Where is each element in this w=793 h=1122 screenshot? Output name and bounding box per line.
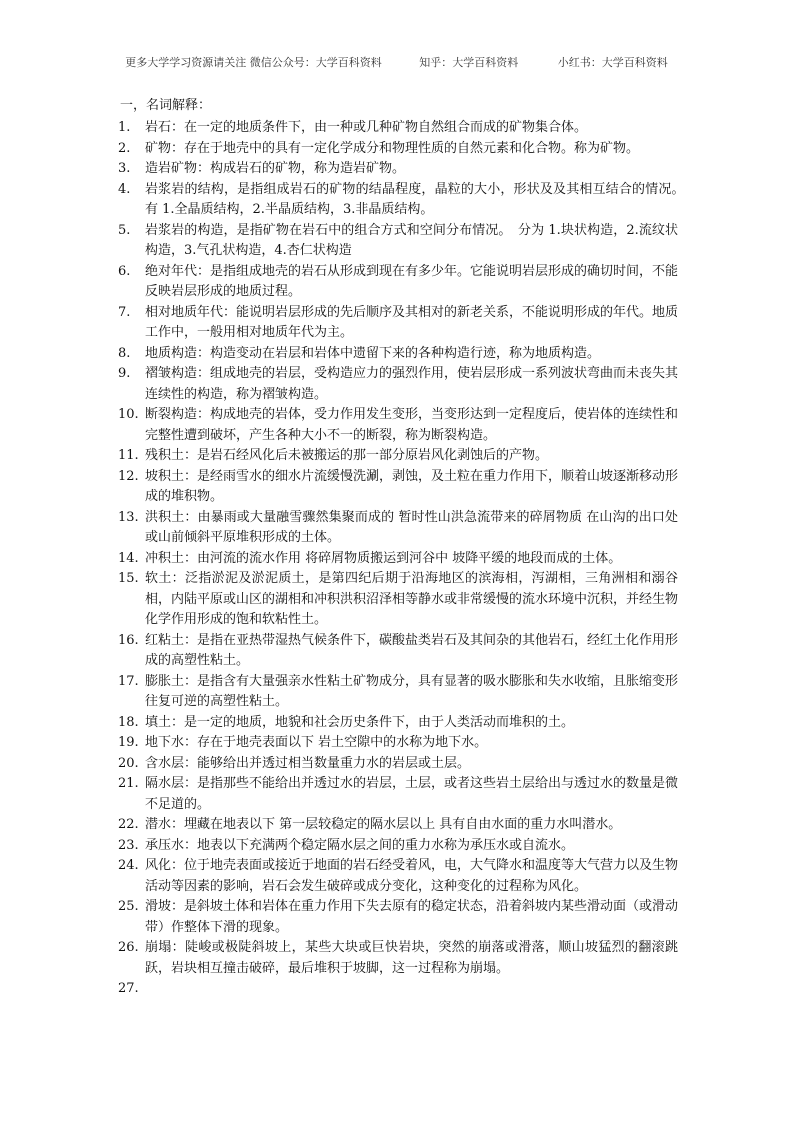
list-item-number: 24. xyxy=(118,858,139,873)
list-item-text: 地下水：存在于地壳表面以下 岩土空隙中的水称为地下水。 xyxy=(145,735,488,750)
list-item xyxy=(118,118,678,139)
list-item-number: 8. xyxy=(118,345,131,361)
list-item-number: 10. xyxy=(118,407,139,422)
header-xiaohongshu-note: 小红书：大学百科资料 xyxy=(557,56,668,69)
list-item-number: 1. xyxy=(118,120,131,135)
header-zhihu-note: 知乎：大学百科资料 xyxy=(419,56,519,69)
list-item xyxy=(118,836,678,857)
list-item-number: 19. xyxy=(118,735,139,750)
list-item-text: 洪积土：由暴雨或大量融雪骤然集聚而成的 暂时性山洪急流带来的碎屑物质 在山沟的出口处或山前倾斜平原堆积形成的土体。 xyxy=(145,509,678,545)
list-item xyxy=(118,713,678,734)
list-item-text: 风化：位于地壳表面或接近于地面的岩石经受着风，电，大气降水和温度等大气营力以及生物活动等因素的影响，岩石会发生破碎或成分变化，这种变化的过程称为风化。 xyxy=(145,858,679,894)
list-item-text: 冲积土：由河流的流水作用 将碎屑物质搬运到河谷中 坡降平缓的地段而成的土体。 xyxy=(145,550,622,566)
list-item-text: 岩浆岩的结构，是指组成岩石的矿物的结晶程度，晶粒的大小，形状及及其相互结合的情况。 有 1.全晶质结构，2.半晶质结构，3.非晶质结构。 xyxy=(145,181,705,217)
list-item xyxy=(118,774,678,815)
list-item xyxy=(118,446,678,467)
list-item-number: 18. xyxy=(118,714,139,730)
list-item-text: 隔水层：是指那些不能给出并透过水的岩层，土层，或者这些岩土层给出与透过水的数量是微不足道的。 xyxy=(145,776,679,812)
list-item-text: 崩塌：陡峻或极陡斜坡上，某些大块或巨快岩块，突然的崩落或滑落，顺山坡猛烈的翻滚跳跃，岩块相互撞击破碎，最后堆积于坡脚，这一过程称为崩塌。 xyxy=(145,940,678,976)
list-item-text: 含水层：能够给出并透过相当数量重力水的岩层或土层。 xyxy=(145,755,471,771)
list-item-text: 滑坡：是斜坡土体和岩体在重力作用下失去原有的稳定状态，沿着斜坡内某些滑动面（或滑动带）作整体下滑的现象。 xyxy=(145,899,679,935)
list-item-text: 褶皱构造：组成地壳的岩层，受构造应力的强烈作用，使岩层形成一系列波状弯曲而未丧失其连续性的构造，称为褶皱构造。 xyxy=(145,366,679,402)
list-item xyxy=(118,672,678,713)
list-item xyxy=(118,139,678,160)
list-item-text: 矿物：存在于地壳中的具有一定化学成分和物理性质的自然元素和化合物。称为矿物。 xyxy=(145,140,640,156)
list-item xyxy=(118,405,678,446)
list-item xyxy=(118,180,705,221)
list-item-number: 21. xyxy=(118,776,139,791)
header-wechat-note: 更多大学学习资源请关注 微信公众号：大学百科资料 xyxy=(125,56,382,69)
list-item-number: 22. xyxy=(118,817,139,832)
section-title: 一，名词解释： xyxy=(120,98,212,113)
list-item xyxy=(118,897,678,938)
list-item-text: 造岩矿物：构成岩石的矿物，称为造岩矿物。 xyxy=(145,161,406,176)
list-item-number: 6. xyxy=(118,263,131,279)
term-definition-list xyxy=(118,118,705,996)
list-item-number: 27. xyxy=(118,981,139,996)
list-item-text: 地质构造：构造变动在岩层和岩体中遗留下来的各种构造行迹，称为地质构造。 xyxy=(145,345,601,361)
list-item-text: 残积土：是岩石经风化后未被搬运的那一部分原岩风化剥蚀后的产物。 xyxy=(145,448,549,463)
list-item-number: 23. xyxy=(118,837,139,853)
list-item-number: 4. xyxy=(118,181,131,197)
page-header xyxy=(0,54,793,70)
list-item xyxy=(118,733,678,754)
list-item-number: 20. xyxy=(118,755,139,771)
list-item-text: 坡积土：是经雨雪水的细水片流缓慢洗涮，剥蚀，及土粒在重力作用下，顺着山坡逐渐移动形成的堆积物。 xyxy=(145,468,679,504)
list-item-text: 岩浆岩的构造，是指矿物在岩石中的组合方式和空间分布情况。 分为 1.块状构造，2.流纹状构造，3.气孔状构造，4.杏仁状构造 xyxy=(145,222,678,258)
list-item xyxy=(118,631,678,672)
list-item xyxy=(118,344,678,365)
list-item xyxy=(118,159,678,180)
list-item-number: 7. xyxy=(118,304,131,320)
list-item-number: 15. xyxy=(118,571,139,586)
list-item xyxy=(118,856,678,897)
list-item-number: 11. xyxy=(118,448,139,463)
list-item xyxy=(118,569,678,631)
list-item-text: 岩石：在一定的地质条件下，由一种或几种矿物自然组合而成的矿物集合体。 xyxy=(145,120,588,135)
list-item-number: 13. xyxy=(118,509,139,525)
list-item-text: 膨胀土：是指含有大量强亲水性粘土矿物成分，具有显著的吸水膨胀和失水收缩，且胀缩变形往复可逆的高塑性粘土。 xyxy=(145,673,679,709)
list-item-number: 25. xyxy=(118,899,139,914)
list-item xyxy=(118,221,678,262)
list-item-number: 3. xyxy=(118,161,131,176)
list-item xyxy=(118,754,678,775)
list-item-number: 12. xyxy=(118,468,139,484)
list-item xyxy=(118,938,678,979)
list-item xyxy=(118,815,678,836)
list-item-text: 潜水：埋藏在地表以下 第一层较稳定的隔水层以上 具有自由水面的重力水叫潜水。 xyxy=(145,817,622,832)
list-item-number: 26. xyxy=(118,940,139,955)
list-item xyxy=(118,508,678,549)
list-item-number: 16. xyxy=(118,632,139,648)
list-item-text: 软土：泛指淤泥及淤泥质土，是第四纪后期于沿海地区的滨海相，泻湖相，三角洲相和溺谷相，内陆平原或山区的湖相和冲积洪积沼泽相等静水或非常缓慢的流水环境中沉积，并经生物化学作用形成的饱和软粘性土。 xyxy=(145,571,679,627)
list-item xyxy=(118,262,678,303)
list-item-number: 2. xyxy=(118,140,131,156)
list-item-text: 填土：是一定的地质，地貌和社会历史条件下，由于人类活动而堆积的土。 xyxy=(145,714,575,730)
list-item-text: 断裂构造：构成地壳的岩体，受力作用发生变形，当变形达到一定程度后，使岩体的连续性和完整性遭到破坏，产生各种大小不一的断裂，称为断裂构造。 xyxy=(145,407,679,443)
list-item-text: 相对地质年代：能说明岩层形成的先后顺序及其相对的新老关系，不能说明形成的年代。地质工作中，一般用相对地质年代为主。 xyxy=(145,304,679,340)
list-item-number: 14. xyxy=(118,550,139,566)
list-item xyxy=(118,303,678,344)
list-item xyxy=(118,549,678,570)
list-item xyxy=(118,467,678,508)
list-item-number: 9. xyxy=(118,366,131,381)
list-item-text: 承压水：地表以下充满两个稳定隔水层之间的重力水称为承压水或自流水。 xyxy=(145,837,575,853)
list-item-number: 5. xyxy=(118,222,131,238)
list-item-text: 红粘土：是指在亚热带湿热气候条件下，碳酸盐类岩石及其间杂的其他岩石，经红土化作用形成的高塑性粘土。 xyxy=(145,632,679,668)
list-item-text: 绝对年代：是指组成地壳的岩石从形成到现在有多少年。它能说明岩层形成的确切时间，不能反映岩层形成的地质过程。 xyxy=(145,263,679,299)
list-item-number: 17. xyxy=(118,673,139,689)
list-item xyxy=(118,364,678,405)
